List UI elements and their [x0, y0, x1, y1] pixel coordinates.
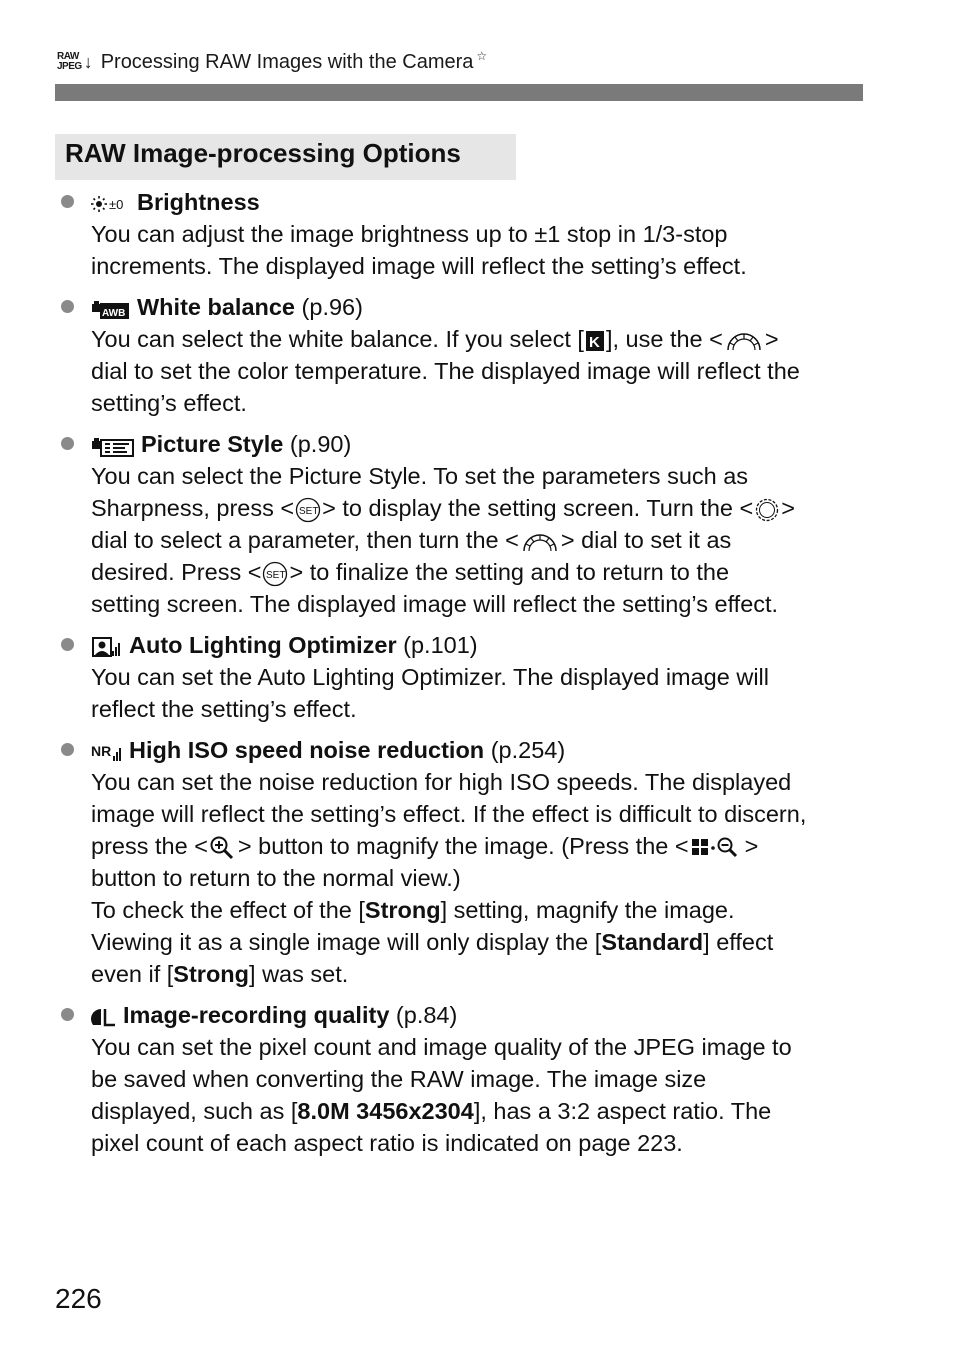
white-balance-icon [91, 297, 131, 321]
options-list [58, 186, 866, 1168]
quick-control-dial-icon [754, 497, 780, 523]
item-text-line: increments. The displayed image will reflect the setting’s effect. [91, 253, 747, 279]
text-segment: To check the effect of the [ [91, 897, 365, 923]
text-segment: ], has a 3:2 aspect ratio. The [473, 1098, 772, 1124]
text-segment: dial to select a parameter, then turn the < [91, 527, 519, 553]
page-reference: (p.254) [490, 737, 566, 763]
bullet-icon [61, 638, 74, 651]
text-segment: ], use the < [605, 326, 723, 352]
page-reference: (p.84) [395, 1002, 458, 1028]
page-reference: (p.90) [289, 431, 352, 457]
text-segment: Sharpness, press < [91, 495, 295, 521]
text-segment: desired. Press < [91, 559, 262, 585]
text-segment: ] setting, magnify the image. [440, 897, 735, 923]
header-rule [55, 84, 863, 101]
auto-lighting-optimizer-icon [91, 635, 123, 659]
svg-text:±0: ±0 [109, 196, 124, 212]
running-header [57, 48, 487, 76]
page-reference: (p.101) [403, 632, 478, 658]
index-reduce-icon [690, 835, 744, 861]
text-segment-bold: 8.0M 3456x2304 [297, 1098, 474, 1124]
text-segment: ] was set. [249, 961, 349, 987]
page-number: 226 [55, 1283, 102, 1314]
list-item-brightness [58, 186, 866, 282]
brightness-icon [91, 193, 131, 215]
item-text-line: setting screen. The displayed image will reflect the setting’s effect. [91, 591, 779, 617]
text-segment-bold: Strong [173, 961, 250, 987]
item-title: Image-recording quality [123, 1002, 390, 1028]
page-reference: (p.96) [301, 294, 363, 320]
text-segment: > to finalize the setting and to return to the [289, 559, 730, 585]
main-dial-icon [520, 531, 560, 553]
list-item-high-iso-noise-reduction [58, 734, 866, 990]
raw-jpeg-icon: RAW JPEG [57, 51, 82, 72]
bullet-icon [61, 743, 74, 756]
item-text-line: dial to set the color temperature. The displayed image will reflect the [91, 358, 800, 384]
bullet-icon [61, 195, 74, 208]
item-text-line: be saved when converting the RAW image. The image size [91, 1066, 707, 1092]
item-text-line: setting’s effect. [91, 390, 247, 416]
text-segment: Viewing it as a single image will only display the [ [91, 929, 602, 955]
noise-reduction-icon [91, 740, 123, 764]
text-segment: > button to magnify the image. (Press the < [237, 833, 689, 859]
text-segment-bold: Standard [601, 929, 704, 955]
item-text-line: pixel count of each aspect ratio is indicated on page 223. [91, 1130, 683, 1156]
item-text-line: You can select the Picture Style. To set the parameters such as [91, 463, 749, 489]
arrow-down-icon: ↓ [83, 51, 93, 72]
text-segment: displayed, such as [ [91, 1098, 298, 1124]
item-text-line: You can adjust the image brightness up to ±1 stop in 1/3-stop [91, 221, 728, 247]
item-text-line: You can set the Auto Lighting Optimizer. The displayed image will [91, 664, 769, 690]
set-button-icon [295, 497, 321, 523]
list-item-white-balance [58, 291, 866, 419]
text-segment: press the < [91, 833, 208, 859]
list-item-auto-lighting-optimizer [58, 629, 866, 725]
text-segment: > dial to set it as [560, 527, 732, 553]
list-item-image-recording-quality [58, 999, 866, 1159]
text-segment: > [781, 495, 795, 521]
svg-text:K: K [588, 333, 600, 351]
set-button-icon [262, 561, 288, 587]
svg-text:AWB: AWB [102, 307, 126, 319]
item-title: Picture Style [141, 431, 284, 457]
image-quality-icon [91, 1005, 117, 1029]
text-segment-bold: Strong [364, 897, 441, 923]
item-text-line: reflect the setting’s effect. [91, 696, 357, 722]
color-temperature-k-icon [585, 330, 605, 352]
text-segment: even if [ [91, 961, 174, 987]
item-title: White balance [137, 294, 296, 320]
section-title: RAW Image-processing Options [65, 138, 461, 168]
star-icon: ☆ [476, 49, 488, 63]
bullet-icon [61, 1008, 74, 1021]
item-title: Auto Lighting Optimizer [129, 632, 397, 658]
svg-text:NR: NR [91, 742, 112, 759]
svg-text:SET: SET [299, 505, 319, 517]
text-segment: > [764, 326, 779, 352]
text-segment: ] effect [703, 929, 774, 955]
header-text: Processing RAW Images with the Camera [100, 50, 474, 73]
item-title: Brightness [137, 189, 260, 215]
item-title: High ISO speed noise reduction [129, 737, 485, 763]
bullet-icon [61, 300, 74, 313]
text-segment: You can select the white balance. If you select [ [91, 326, 584, 352]
bullet-icon [61, 437, 74, 450]
item-text-line: button to return to the normal view.) [91, 865, 461, 891]
text-segment: > to display the setting screen. Turn the < [322, 495, 754, 521]
picture-style-icon [91, 434, 135, 458]
item-text-line: You can set the pixel count and image quality of the JPEG image to [91, 1034, 792, 1060]
svg-text:SET: SET [266, 569, 286, 581]
item-text-line: image will reflect the setting’s effect. If the effect is difficult to discern, [91, 801, 807, 827]
section-title-box [55, 134, 516, 180]
text-segment: > [744, 833, 759, 859]
item-text-line: You can set the noise reduction for high ISO speeds. The displayed [91, 769, 792, 795]
main-dial-icon [724, 330, 764, 352]
list-item-picture-style [58, 428, 866, 620]
magnify-icon [209, 835, 237, 861]
